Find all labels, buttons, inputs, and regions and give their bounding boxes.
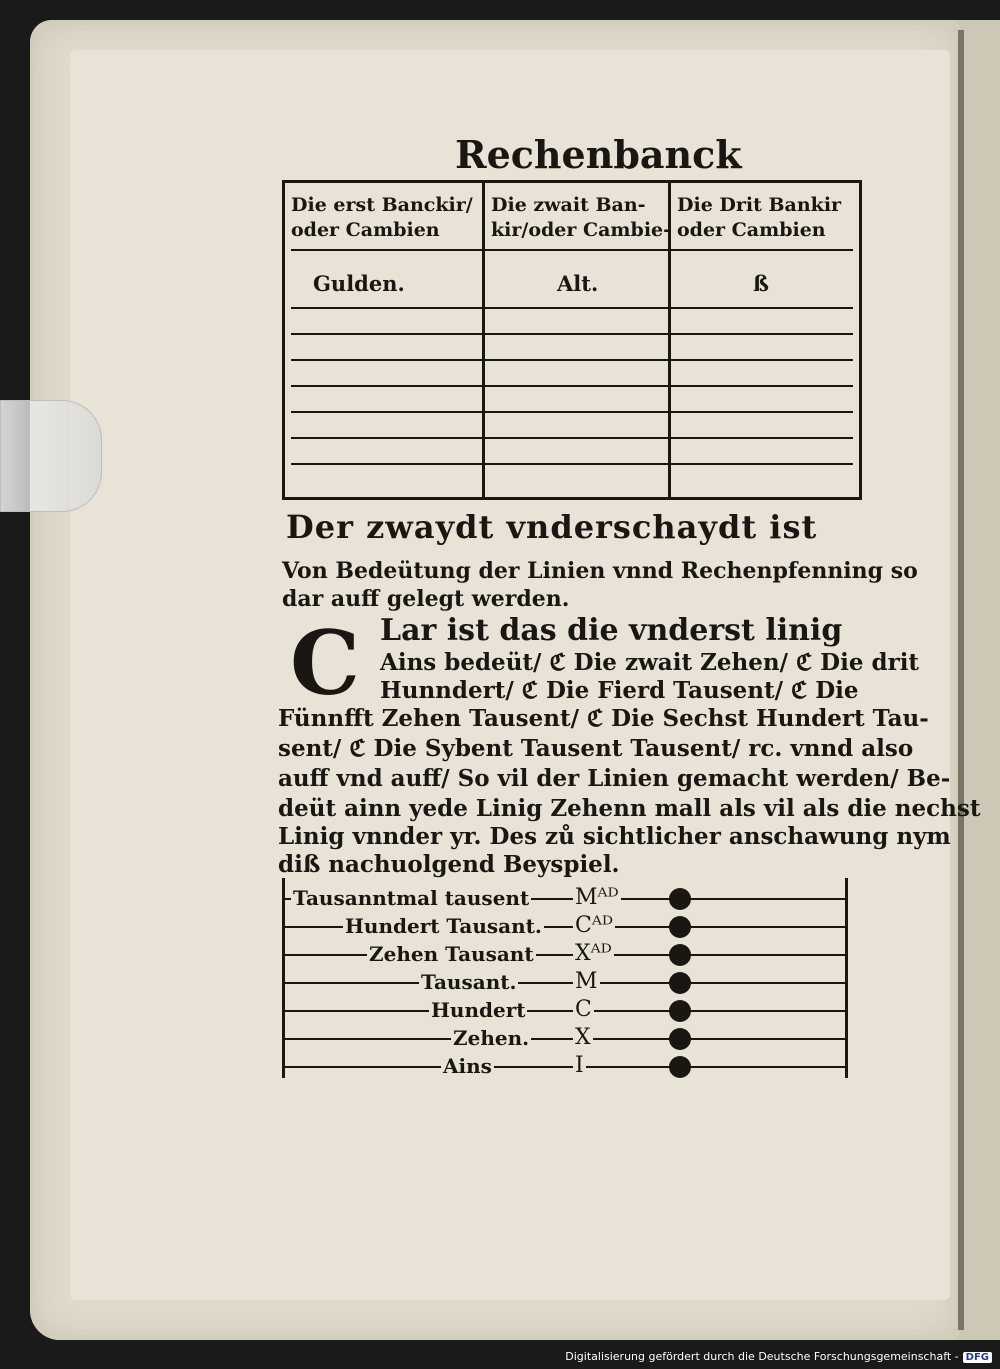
counter-token: [669, 916, 691, 938]
body-line: Fünnfft Zehen Tausent/ ℭ Die Sechst Hundert Tau-: [278, 705, 929, 732]
board-row: [285, 1052, 845, 1081]
counter-token: [669, 1056, 691, 1078]
counter-token: [669, 972, 691, 994]
board-label: Hundert: [431, 998, 526, 1022]
board-numeral: X: [575, 1025, 591, 1050]
counter-token: [669, 1028, 691, 1050]
column-heading: Die zwait Ban- kir/oder Cambie-: [491, 194, 672, 241]
body-line: diß nachuolgend Beyspiel.: [278, 851, 620, 878]
section-subheading-line: Von Bedeütung der Linien vnnd Rechenpfenning so: [282, 558, 918, 584]
board-label: Tausant.: [421, 970, 517, 994]
body-line: Linig vnnder yr. Des zů sichtlicher anschawung nym: [278, 823, 951, 850]
body-line: Hunndert/ ℭ Die Fierd Tausent/ ℭ Die: [380, 677, 859, 704]
column-unit: ß: [753, 271, 769, 296]
board-label: Zehen Tausant: [369, 942, 534, 966]
counter-token: [669, 944, 691, 966]
page-title: Rechenbanck: [455, 132, 742, 177]
table-rule: [291, 249, 853, 251]
board-label: Ains: [443, 1054, 492, 1078]
board-row: [285, 1024, 845, 1053]
board-label: Tausanntmal tausent: [293, 886, 530, 910]
counter-token: [669, 888, 691, 910]
board-row: [285, 884, 845, 913]
body-line: Ains bedeüt/ ℭ Die zwait Zehen/ ℭ Die drit: [380, 649, 920, 676]
column-unit: Gulden.: [313, 271, 405, 296]
credit-text: Digitalisierung gefördert durch die Deutsche Forschungsgemeinschaft -: [565, 1350, 959, 1363]
exchange-table: [282, 180, 862, 500]
section-heading: Der zwaydt vnderschaydt ist: [286, 508, 818, 546]
table-rule: [291, 333, 853, 335]
board-numeral: I: [575, 1053, 584, 1078]
board-numeral: C: [575, 997, 592, 1022]
body-line: Lar ist das die vnderst linig: [380, 613, 843, 648]
board-numeral: Mᴬᴰ: [575, 885, 619, 910]
board-numeral: Cᴬᴰ: [575, 913, 613, 938]
column-heading: Die erst Banckir/ oder Cambien: [291, 194, 473, 241]
table-rule: [291, 307, 853, 309]
board-numeral: Xᴬᴰ: [575, 941, 612, 966]
body-line: sent/ ℭ Die Sybent Tausent Tausent/ rc. vnnd also: [278, 735, 914, 762]
table-rule: [291, 437, 853, 439]
table-column: [485, 183, 671, 497]
board-numeral: M: [575, 969, 598, 994]
book-binding: [958, 30, 964, 1330]
board-label: Hundert Tausant.: [345, 914, 542, 938]
board-line: [285, 1010, 845, 1012]
board-line: [285, 1066, 845, 1068]
page-clip: [0, 400, 102, 512]
table-rule: [291, 385, 853, 387]
column-heading: Die Drit Bankir oder Cambien: [677, 194, 842, 241]
table-rule: [291, 411, 853, 413]
section-subheading-line: dar auff gelegt werden.: [282, 586, 570, 612]
counter-token: [669, 1000, 691, 1022]
body-line: auff vnd auff/ So vil der Linien gemacht werden/ Be-: [278, 765, 951, 792]
board-line: [285, 982, 845, 984]
drop-initial: C: [289, 611, 361, 715]
dfg-logo: DFG: [963, 1352, 992, 1363]
column-unit: Alt.: [557, 271, 599, 296]
board-row: [285, 940, 845, 969]
table-column: [671, 183, 859, 497]
board-row: [285, 968, 845, 997]
table-rule: [291, 359, 853, 361]
digitization-credit: [565, 1350, 992, 1363]
counting-board: [282, 878, 848, 1078]
body-line: deüt ainn yede Linig Zehenn mall als vil als die nechst: [278, 795, 981, 822]
table-rule: [291, 463, 853, 465]
board-row: [285, 912, 845, 941]
table-column: [285, 183, 485, 497]
board-line: [285, 1038, 845, 1040]
board-row: [285, 996, 845, 1025]
board-label: Zehen.: [453, 1026, 530, 1050]
